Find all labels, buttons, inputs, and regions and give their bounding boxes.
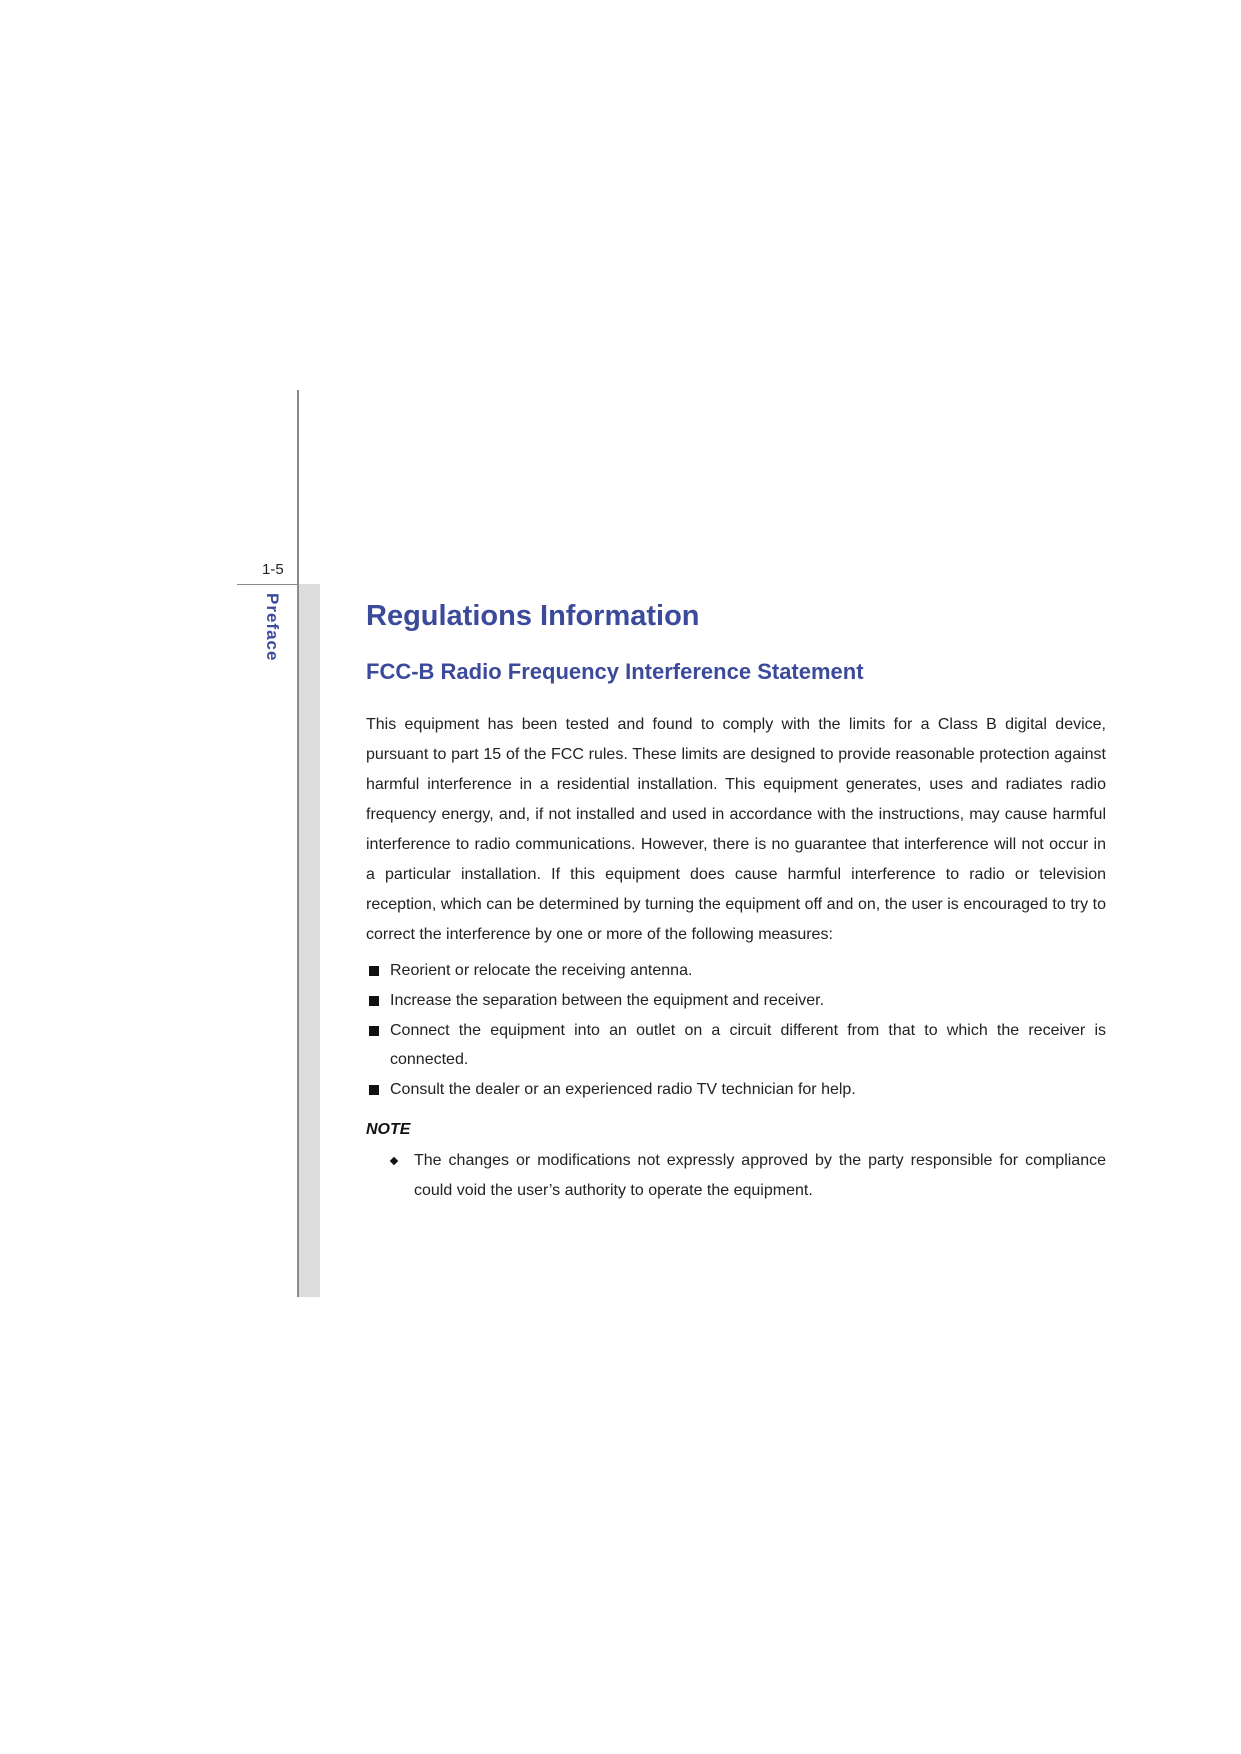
list-item [366, 956, 1106, 985]
list-item [366, 986, 1106, 1015]
square-bullet-icon [369, 1026, 379, 1036]
list-item-text: Increase the separation between the equipment and receiver. [390, 992, 825, 1009]
list-item [366, 1016, 1106, 1074]
section-side-label: Preface [263, 593, 282, 662]
fcc-section-heading: FCC-B Radio Frequency Interference Statement [366, 659, 864, 684]
diamond-bullet-icon [390, 1157, 398, 1165]
fcc-statement-paragraph: This equipment has been tested and found to comply with the limits for a Class B digital device, pursuant to part 15 of the FCC rules. These limits are designed to provide reasonable protection against harmful interference in a residential installation. This equipment generates, uses and radiates radio frequency energy, and, if not installed and used in accordance with the instructions, may cause harmful interference to radio communications. However, there is no guarantee that interference will not occur in a particular installation. If this equipment does cause harmful interference to radio or television reception, which can be determined by turning the equipment off and on, the user is encouraged to try to correct the interference by one or more of the following measures: [366, 716, 1106, 943]
page-content [366, 596, 1106, 1206]
square-bullet-icon [369, 1085, 379, 1095]
measures-list [366, 956, 1106, 1104]
page-title: Regulations Information [366, 600, 700, 632]
page-number-rule [237, 584, 299, 585]
note-item-text: The changes or modifications not expressly approved by the party responsible for compliance could void the user’s authority to operate the equipment. [414, 1152, 1106, 1199]
list-item-text: Connect the equipment into an outlet on a circuit different from that to which the receiver is connected. [390, 1022, 1106, 1068]
list-item [366, 1146, 1106, 1206]
square-bullet-icon [369, 996, 379, 1006]
list-item-text: Reorient or relocate the receiving antenna. [390, 962, 693, 979]
note-label: NOTE [366, 1121, 411, 1138]
square-bullet-icon [369, 966, 379, 976]
note-list [366, 1146, 1106, 1206]
margin-gray-bar [299, 584, 320, 1297]
page-number: 1-5 [262, 561, 284, 578]
list-item-text: Consult the dealer or an experienced radio TV technician for help. [390, 1081, 856, 1098]
list-item [366, 1075, 1106, 1104]
